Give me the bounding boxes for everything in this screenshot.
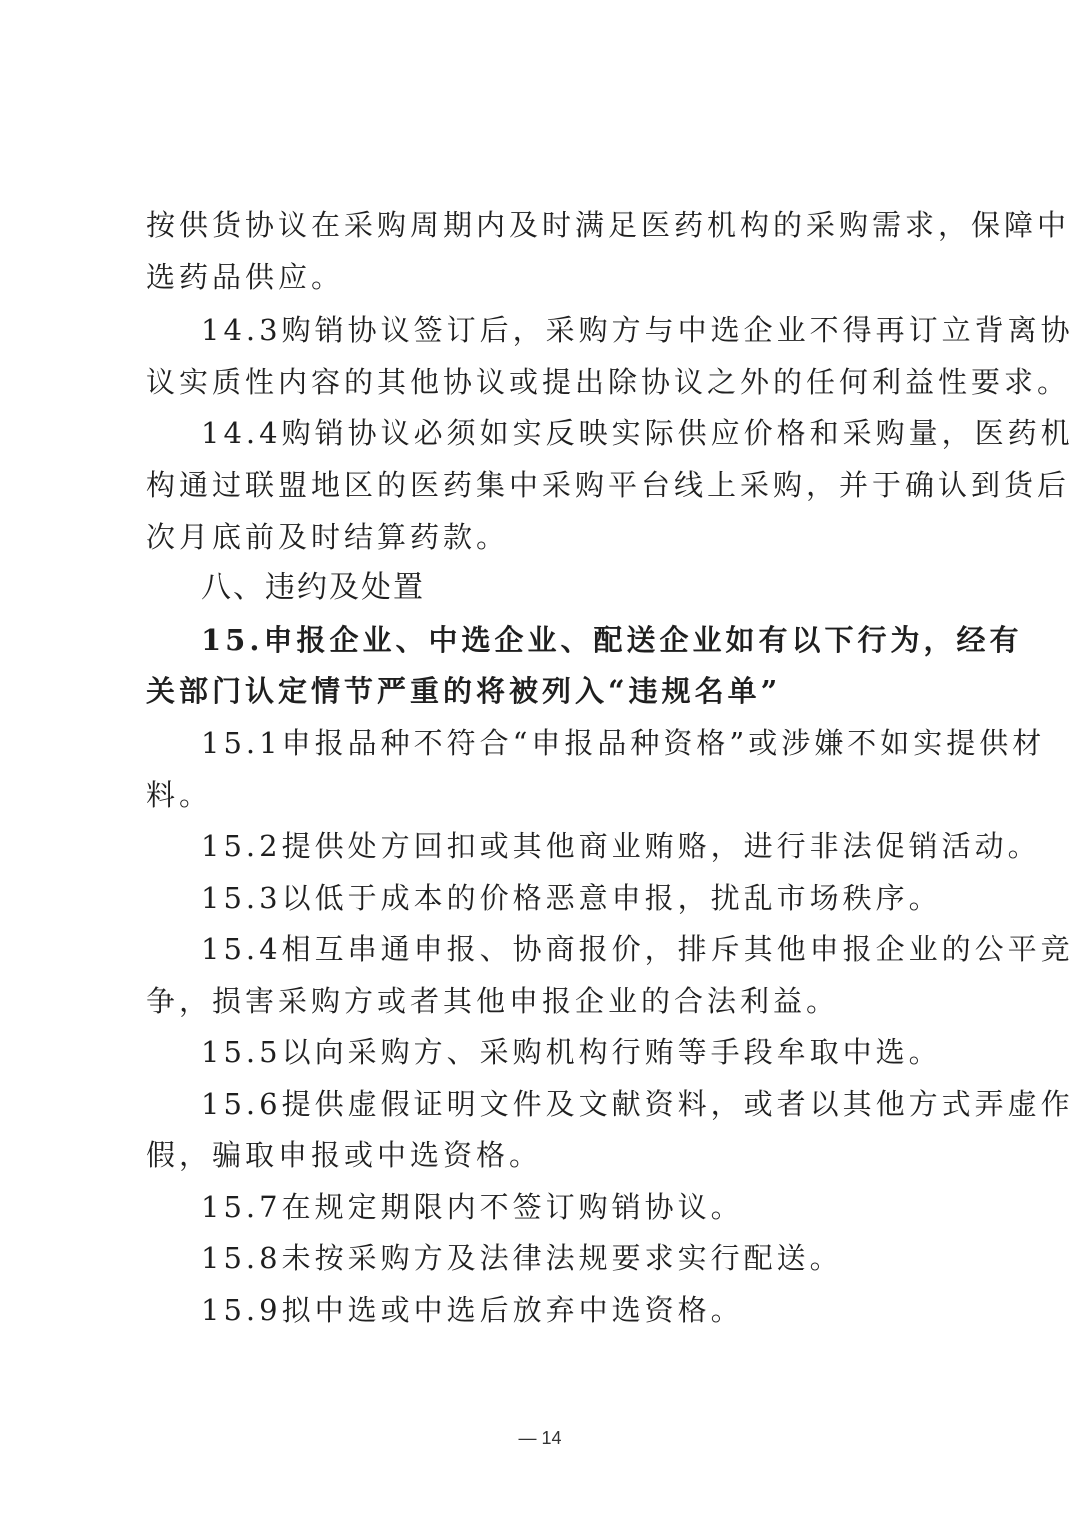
clause-15-9: 15.9拟中选或中选后放弃中选资格。 xyxy=(201,1293,744,1327)
clause-15-1-line-1: 15.1申报品种不符合“申报品种资格”或涉嫌不如实提供材 xyxy=(201,726,1046,760)
clause-14-4-line-2: 构通过联盟地区的医药集中采购平台线上采购，并于确认到货后 xyxy=(146,468,1071,502)
clause-15-line-1: 15.申报企业、中选企业、配送企业如有以下行为，经有 xyxy=(201,623,1023,657)
clause-15-line-2: 关部门认定情节严重的将被列入“违规名单” xyxy=(146,674,782,708)
clause-15-8: 15.8未按采购方及法律法规要求实行配送。 xyxy=(201,1241,843,1275)
clause-15-6-line-2: 假，骗取申报或中选资格。 xyxy=(146,1138,543,1172)
clause-14-3-line-2: 议实质性内容的其他协议或提出除协议之外的任何利益性要求。 xyxy=(146,365,1071,399)
body-line-1: 按供货协议在采购周期内及时满足医药机构的采购需求，保障中 xyxy=(146,208,1071,242)
clause-15-4-line-1: 15.4相互串通申报、协商报价，排斥其他申报企业的公平竞 xyxy=(201,932,1074,966)
clause-14-4-line-3: 次月底前及时结算药款。 xyxy=(146,520,510,554)
clause-15-1-line-2: 料。 xyxy=(146,778,213,812)
clause-14-4-line-1: 14.4购销协议必须如实反映实际供应价格和采购量，医药机 xyxy=(201,416,1074,450)
clause-15-5: 15.5以向采购方、采购机构行贿等手段牟取中选。 xyxy=(201,1035,942,1069)
section-heading: 八、违约及处置 xyxy=(201,570,425,605)
clause-15-6-line-1: 15.6提供虚假证明文件及文献资料，或者以其他方式弄虚作 xyxy=(201,1087,1074,1121)
body-line-2: 选药品供应。 xyxy=(146,260,345,294)
clause-15-2: 15.2提供处方回扣或其他商业贿赂，进行非法促销活动。 xyxy=(201,829,1041,863)
page-number: — 14 xyxy=(518,1428,562,1448)
clause-14-3-line-1: 14.3购销协议签订后，采购方与中选企业不得再订立背离协 xyxy=(201,313,1074,347)
clause-15-7: 15.7在规定期限内不签订购销协议。 xyxy=(201,1190,744,1224)
clause-15-3: 15.3以低于成本的价格恶意申报，扰乱市场秩序。 xyxy=(201,881,942,915)
clause-15-4-line-2: 争，损害采购方或者其他申报企业的合法利益。 xyxy=(146,984,840,1018)
